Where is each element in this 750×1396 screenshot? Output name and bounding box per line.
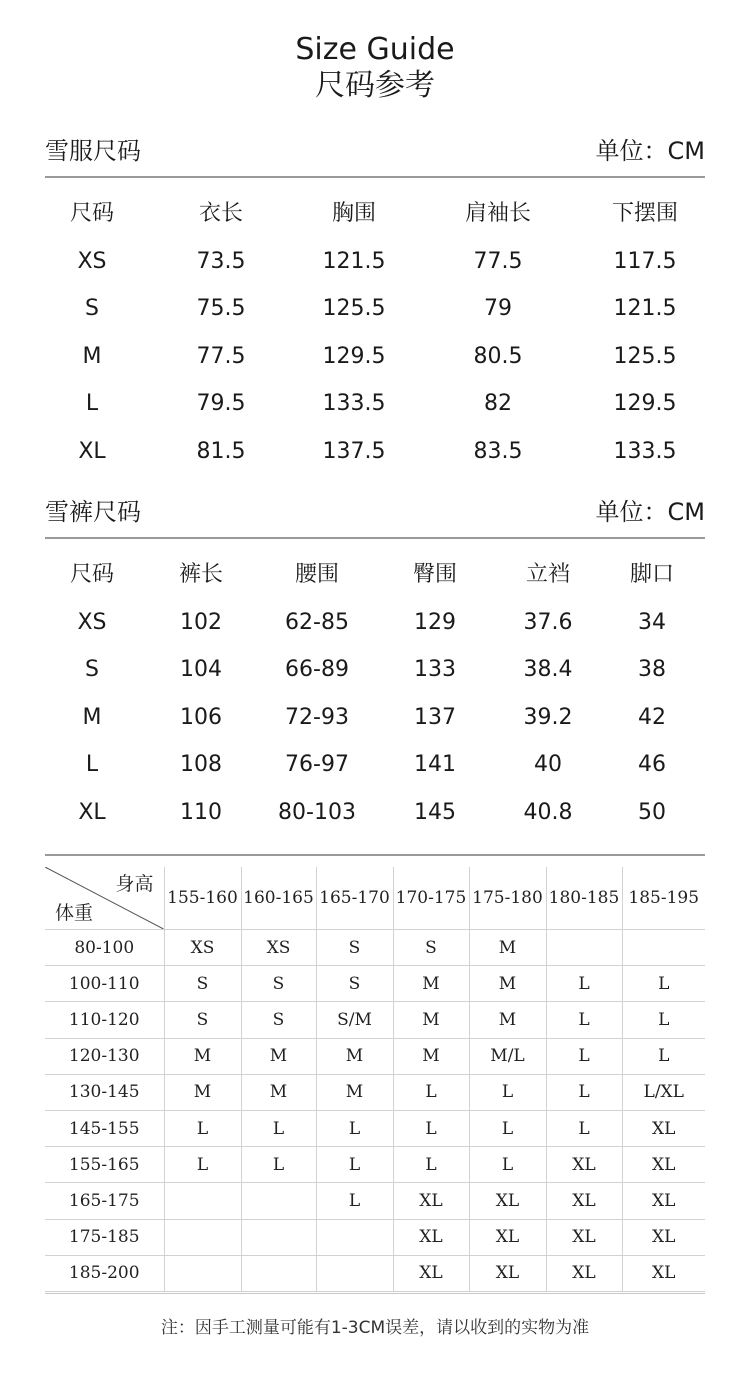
pants-column-header: 立裆 — [525, 562, 570, 587]
jacket-size-table — [45, 190, 705, 475]
jacket-row — [45, 333, 705, 381]
jacket-cell: 133.5 — [613, 438, 677, 464]
size-cell: XL — [622, 1219, 705, 1255]
size-cell: S — [241, 966, 316, 1002]
weight-row-header: 155-165 — [45, 1147, 164, 1183]
pants-section-title: 雪裤尺码 — [45, 498, 141, 526]
size-cell: XL — [546, 1183, 622, 1219]
jacket-column-header: 肩袖长 — [464, 201, 531, 226]
size-cell: L — [316, 1147, 393, 1183]
pants-cell: 108 — [180, 752, 222, 777]
pants-cell: 46 — [638, 752, 666, 777]
height-column-header: 180-185 — [546, 867, 622, 930]
size-cell — [164, 1183, 241, 1219]
height-column-header: 160-165 — [241, 867, 316, 930]
chart-row — [45, 1147, 705, 1183]
pants-unit-label: 单位：CM — [595, 498, 705, 526]
chart-row — [45, 1219, 705, 1255]
jacket-cell: 80.5 — [473, 343, 523, 369]
size-cell — [316, 1219, 393, 1255]
jacket-unit-label: 单位：CM — [595, 137, 705, 165]
size-cell — [241, 1219, 316, 1255]
size-cell: L — [241, 1147, 316, 1183]
pants-column-header: 腰围 — [294, 562, 339, 587]
height-column-header: 170-175 — [393, 867, 469, 930]
pants-cell: XS — [77, 609, 107, 635]
pants-cell: 106 — [180, 704, 222, 730]
size-cell — [546, 930, 622, 966]
size-cell: M — [241, 1038, 316, 1074]
pants-cell: 76-97 — [285, 752, 349, 777]
pants-row — [45, 646, 705, 694]
pants-cell: L — [85, 752, 99, 777]
pants-cell: 72-93 — [285, 704, 349, 730]
size-cell — [241, 1255, 316, 1291]
page-title-en: Size Guide — [295, 32, 455, 67]
size-cell — [316, 1255, 393, 1291]
jacket-cell: 117.5 — [613, 248, 677, 274]
pants-column-header: 脚口 — [629, 562, 674, 587]
jacket-cell: 125.5 — [613, 343, 677, 369]
size-cell: L — [546, 1110, 622, 1146]
size-cell: M — [316, 1074, 393, 1110]
pants-cell: 39.2 — [523, 704, 573, 730]
size-cell: L — [316, 1110, 393, 1146]
size-cell: M — [164, 1074, 241, 1110]
size-cell: S — [316, 930, 393, 966]
size-cell: M — [393, 1038, 469, 1074]
size-cell: M — [469, 966, 546, 1002]
size-cell: L — [469, 1110, 546, 1146]
size-cell: L — [164, 1110, 241, 1146]
size-cell: S — [164, 966, 241, 1002]
size-cell: L — [546, 1074, 622, 1110]
size-cell: L — [393, 1110, 469, 1146]
chart-row — [45, 1110, 705, 1146]
size-cell: M — [241, 1074, 316, 1110]
size-recommendation-table — [45, 867, 705, 1292]
jacket-column-header: 尺码 — [69, 201, 114, 226]
jacket-cell: 73.5 — [196, 248, 246, 274]
jacket-header-row — [45, 190, 705, 238]
jacket-cell: XL — [78, 438, 106, 464]
size-cell: L — [164, 1147, 241, 1183]
size-cell: M — [164, 1038, 241, 1074]
size-cell: L — [622, 1038, 705, 1074]
weight-row-header: 185-200 — [45, 1255, 164, 1291]
size-cell — [241, 1183, 316, 1219]
pants-cell: 110 — [180, 799, 222, 825]
height-column-header: 185-195 — [622, 867, 705, 930]
jacket-cell: 137.5 — [322, 438, 386, 464]
jacket-cell: 121.5 — [613, 296, 677, 321]
size-cell: L — [393, 1074, 469, 1110]
jacket-column-header: 衣长 — [198, 201, 243, 226]
pants-column-header: 尺码 — [69, 562, 114, 587]
size-cell: XL — [469, 1255, 546, 1291]
weight-row-header: 130-145 — [45, 1074, 164, 1110]
size-cell: L — [622, 1002, 705, 1038]
pants-cell: 50 — [638, 799, 666, 825]
jacket-cell: S — [85, 296, 99, 321]
pants-cell: 66-89 — [285, 657, 349, 682]
jacket-row — [45, 428, 705, 476]
jacket-section-header — [45, 135, 705, 167]
chart-row — [45, 1074, 705, 1110]
pants-cell: 129 — [414, 609, 456, 635]
size-cell: L — [622, 966, 705, 1002]
size-cell: L/XL — [622, 1074, 705, 1110]
pants-section-header — [45, 496, 705, 528]
pants-cell: 104 — [180, 657, 222, 682]
jacket-divider — [45, 176, 705, 178]
chart-row — [45, 1002, 705, 1038]
jacket-row — [45, 238, 705, 286]
size-cell: XL — [546, 1147, 622, 1183]
jacket-cell: 77.5 — [196, 343, 246, 369]
pants-cell: 34 — [638, 609, 666, 635]
pants-cell: 40.8 — [523, 799, 573, 825]
pants-cell: 38 — [638, 657, 666, 682]
chart-row — [45, 1183, 705, 1219]
size-cell: S — [164, 1002, 241, 1038]
weight-row-header: 100-110 — [45, 966, 164, 1002]
pants-cell: 37.6 — [523, 609, 573, 635]
jacket-cell: 79 — [484, 296, 512, 321]
weight-row-header: 165-175 — [45, 1183, 164, 1219]
jacket-cell: 77.5 — [473, 248, 523, 274]
jacket-row — [45, 285, 705, 333]
size-cell: XL — [393, 1183, 469, 1219]
jacket-row — [45, 380, 705, 428]
pants-cell: 137 — [414, 704, 456, 730]
jacket-cell: 75.5 — [196, 296, 246, 321]
jacket-cell: XS — [77, 248, 107, 274]
pants-cell: M — [82, 704, 102, 730]
size-cell: M — [393, 1002, 469, 1038]
weight-row-header: 175-185 — [45, 1219, 164, 1255]
jacket-cell: M — [82, 343, 102, 369]
chart-header-row — [45, 867, 705, 930]
size-cell: XL — [622, 1183, 705, 1219]
size-cell: XL — [622, 1110, 705, 1146]
jacket-cell: 83.5 — [473, 438, 523, 464]
pants-row — [45, 694, 705, 742]
pants-size-table — [45, 551, 705, 836]
pants-divider — [45, 537, 705, 539]
size-cell: XL — [393, 1255, 469, 1291]
size-cell: XL — [546, 1255, 622, 1291]
height-axis-label: 身高 — [115, 873, 154, 895]
chart-bottom-divider — [45, 1293, 705, 1294]
size-cell: XL — [622, 1255, 705, 1291]
page-title-cn: 尺码参考 — [315, 68, 435, 103]
pants-cell: S — [85, 657, 99, 682]
pants-cell: 133 — [414, 657, 456, 682]
jacket-column-header: 下摆围 — [611, 201, 678, 226]
pants-row — [45, 741, 705, 789]
size-cell: S — [393, 930, 469, 966]
size-cell — [164, 1219, 241, 1255]
jacket-cell: 129.5 — [613, 391, 677, 416]
size-cell: S — [316, 966, 393, 1002]
size-cell: S — [241, 1002, 316, 1038]
pants-cell: XL — [78, 799, 106, 825]
measurement-note: 注：因手工测量可能有1-3CM误差，请以收到的实物为准 — [160, 1318, 590, 1338]
pants-column-header: 臀围 — [412, 562, 457, 587]
size-cell: L — [393, 1147, 469, 1183]
weight-row-header: 120-130 — [45, 1038, 164, 1074]
pants-column-header: 裤长 — [178, 562, 223, 587]
size-cell: XL — [622, 1147, 705, 1183]
chart-corner-cell — [45, 867, 164, 930]
jacket-cell: 129.5 — [322, 343, 386, 369]
size-cell: XS — [164, 930, 241, 966]
jacket-cell: L — [85, 391, 99, 416]
weight-row-header: 80-100 — [45, 930, 164, 966]
pants-cell: 38.4 — [523, 657, 573, 682]
pants-cell: 42 — [638, 704, 666, 730]
pants-row — [45, 789, 705, 837]
size-cell: M — [316, 1038, 393, 1074]
size-cell: L — [241, 1110, 316, 1146]
weight-row-header: 145-155 — [45, 1110, 164, 1146]
weight-axis-label: 体重 — [55, 902, 94, 924]
size-cell: XL — [546, 1219, 622, 1255]
size-cell: XL — [469, 1219, 546, 1255]
pants-cell: 102 — [180, 609, 222, 635]
size-cell — [164, 1255, 241, 1291]
pants-cell: 40 — [534, 752, 562, 777]
chart-top-divider — [45, 854, 705, 856]
size-cell: L — [469, 1074, 546, 1110]
size-cell: M — [469, 1002, 546, 1038]
chart-row — [45, 1038, 705, 1074]
chart-row — [45, 1255, 705, 1291]
pants-row — [45, 599, 705, 647]
size-cell: XL — [393, 1219, 469, 1255]
chart-row — [45, 930, 705, 966]
jacket-cell: 79.5 — [196, 391, 246, 416]
weight-row-header: 110-120 — [45, 1002, 164, 1038]
jacket-cell: 81.5 — [196, 438, 246, 464]
jacket-cell: 125.5 — [322, 296, 386, 321]
jacket-cell: 121.5 — [322, 248, 386, 274]
pants-cell: 141 — [414, 752, 456, 777]
size-cell: XS — [241, 930, 316, 966]
size-cell: M — [393, 966, 469, 1002]
pants-cell: 80-103 — [278, 799, 356, 825]
height-column-header: 175-180 — [469, 867, 546, 930]
height-column-header: 165-170 — [316, 867, 393, 930]
height-column-header: 155-160 — [164, 867, 241, 930]
size-cell: L — [316, 1183, 393, 1219]
size-cell: S/M — [316, 1002, 393, 1038]
size-cell — [622, 930, 705, 966]
pants-header-row — [45, 551, 705, 599]
jacket-section-title: 雪服尺码 — [45, 137, 141, 165]
size-cell: L — [546, 966, 622, 1002]
pants-cell: 145 — [414, 799, 456, 825]
size-cell: M/L — [469, 1038, 546, 1074]
chart-row — [45, 966, 705, 1002]
jacket-cell: 82 — [484, 391, 512, 416]
size-cell: M — [469, 930, 546, 966]
size-cell: XL — [469, 1183, 546, 1219]
size-cell: L — [546, 1002, 622, 1038]
jacket-column-header: 胸围 — [331, 201, 376, 226]
pants-cell: 62-85 — [285, 609, 349, 635]
size-cell: L — [546, 1038, 622, 1074]
jacket-cell: 133.5 — [322, 391, 386, 416]
size-cell: L — [469, 1147, 546, 1183]
